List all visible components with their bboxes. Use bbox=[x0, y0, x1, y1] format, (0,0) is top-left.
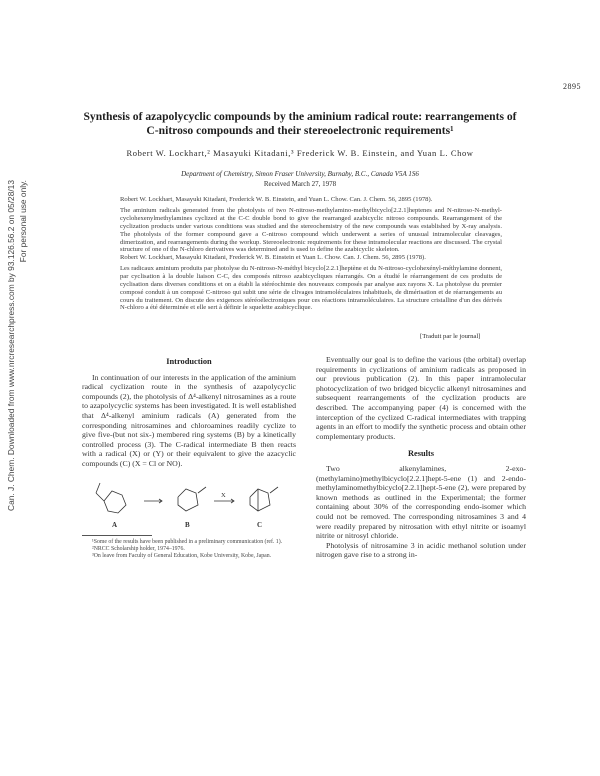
translation-note: [Traduit par le journal] bbox=[420, 333, 481, 340]
label-a: A bbox=[112, 520, 118, 529]
author-list: Robert W. Lockhart,² Masayuki Kitadani,³ Frederick W. B. Einstein, and Yuan L. Chow bbox=[126, 148, 474, 158]
label-b: B bbox=[185, 520, 190, 529]
abstract-en-body: The aminium radicals generated from the photolysis of two N-nitroso-methylamino-methylbicyclo[2.2.1]heptenes and N-nitroso-N-methyl-cyclohexenylmethylamines cyclized at the C-C double bond to give the rearranged azabicyclic nitroso compounds. Rearrangement of the cyclization products under various conditions was studied and the stereochemistry of the new compounds was established by X-ray analysis. The photolysis of the former compound gave a C-nitroso compound which underwent a series of unusual intramolecular cleavages, dimerization, and rearrangements during the workup. Stereoelectronic requirements for these intramolecular reactions are discussed. The crystal structure of one of the N-chloro derivatives was determined and is used to define the azabicyclic skeleton. bbox=[120, 206, 502, 254]
affiliation: Department of Chemistry, Simon Fraser University, Burnaby, B.C., Canada V5A 1S6 bbox=[181, 170, 419, 178]
results-paragraph-1: Two alkenylamines, 2-exo-(methylamino)methylbicyclo[2.2.1]hept-5-ene (1) and 2-endo-methylaminomethylbicyclo[2.2.1]hept-5-ene (2), were prepared by known methods as outlined in the Experimental; the former containing about 30% of the corresponding endo-isomer which could not be removed. The corresponding nitrosamines 3 and 4 were readily prepared by nitrosation with ethyl nitrite or isoamyl nitrite or nitrosyl chloride. bbox=[316, 463, 526, 541]
structure-a bbox=[104, 491, 126, 513]
watermark-line-2: For personal use only. bbox=[18, 180, 28, 263]
abstract-fr-body: Les radicaux aminium produits par photolyse du N-nitroso-N-méthyl bicyclo[2.2.1]heptène et du N-nitroso-cyclohexényl-méthylamine donnent, par cyclisation à la double liaison C-C, des composés nitroso azabicycliques réarrangés. On a étudié le réarrangement de ces produits de cyclisation dans diverses conditions et on a établi la stéréochimie des nouveaux composés par analyse aux rayons X. La photolyse du premier composé conduit à un composé C-nitroso qui subit une série de clivages intramoléculaires inhabituels, de dimérisation et de réarrangements au cours du traitement. On discute des exigences stéréoélectroniques pour ces réactions intramoléculaires. La structure cristalline d'un des dérivés N-chloro a été déterminée et elle sert à définir le squelette azabicyclique. bbox=[120, 264, 502, 312]
page-number: 2895 bbox=[563, 82, 581, 91]
goal-paragraph: Eventually our goal is to define the various (the orbital) overlap requirements in cyclizations of aminium radicals as proposed in our previous publication (2). In this paper intramolecular photocyclization of two bridged bicyclic alkenyl nitrosamines and subsequent rearrangements of the cyclization products are described. The accompanying paper (4) is concerned with the interception of the cyclized C-radical intermediates with trapping agents in an effort to modify the synthetic process and obtain other complementary products. bbox=[316, 355, 526, 441]
introduction-paragraph: In continuation of our interests in the application of the aminium radical cyclization route in the synthesis of azapolycyclic compounds (2), the photolysis of Δ⁴-alkenyl nitrosamines as a route to azapolycyclic systems has been investigated. It is well established that Δ⁴-alkenyl aminium radicals (A) generated from the corresponding nitrosamines and chloroamines readily cyclize to give five-(but not six-) membered ring systems (B) by a kinetically controlled process (3). The C-radical intermediate B then reacts with a radical (X) or (Y) or their equivalent to give the azacyclic compounds (C) (X = Cl or NO). bbox=[82, 372, 296, 468]
arrow-label: X bbox=[221, 491, 226, 499]
results-heading: Results bbox=[407, 449, 435, 459]
right-column bbox=[316, 355, 526, 560]
footnote-rule bbox=[82, 535, 152, 536]
watermark-line-1: Can. J. Chem. Downloaded from www.nrcresearchpress.com by 93.126.56.2 on 05/28/13 bbox=[6, 180, 16, 511]
footnote-3: ³On leave from Faculty of General Education, Kobe University, Kobe, Japan. bbox=[92, 552, 272, 559]
label-c: C bbox=[257, 520, 263, 529]
structure-c bbox=[250, 489, 270, 511]
introduction-heading: Introduction bbox=[166, 357, 212, 366]
abstract-english bbox=[120, 196, 502, 254]
results-paragraph-2: Photolysis of nitrosamine 3 in acidic methanol solution under nitrogen gave rise to a strong in- bbox=[316, 540, 526, 560]
abstract-en-citation: Robert W. Lockhart, Masayuki Kitadani, Frederick W. B. Einstein, and Yuan L. Chow. Can. J. Chem. 56, 2895 (1978). bbox=[120, 196, 433, 203]
paper-title: Synthesis of azapolycyclic compounds by the aminium radical route: rearrangements of C-nitroso compounds and their stereoelectronic requirements¹ bbox=[83, 110, 517, 137]
abstract-fr-citation: Robert W. Lockhart, Masayuki Kitadani, Frederick W. B. Einstein et Yuan L. Chow. Can. J. Chem. 56, 2895 (1978). bbox=[120, 254, 426, 261]
reaction-scheme bbox=[82, 471, 296, 529]
footnote-1: ¹Some of the results have been published in a preliminary communication (ref. 1). bbox=[92, 538, 283, 545]
received-date: Received March 27, 1978 bbox=[263, 180, 337, 188]
structure-b bbox=[178, 489, 198, 511]
footnote-2: ²NRCC Scholarship holder, 1974–1976. bbox=[92, 545, 185, 552]
abstract-french bbox=[120, 254, 502, 312]
left-column bbox=[82, 355, 296, 560]
download-watermark bbox=[2, 180, 36, 580]
scheme-drawing bbox=[82, 471, 296, 521]
